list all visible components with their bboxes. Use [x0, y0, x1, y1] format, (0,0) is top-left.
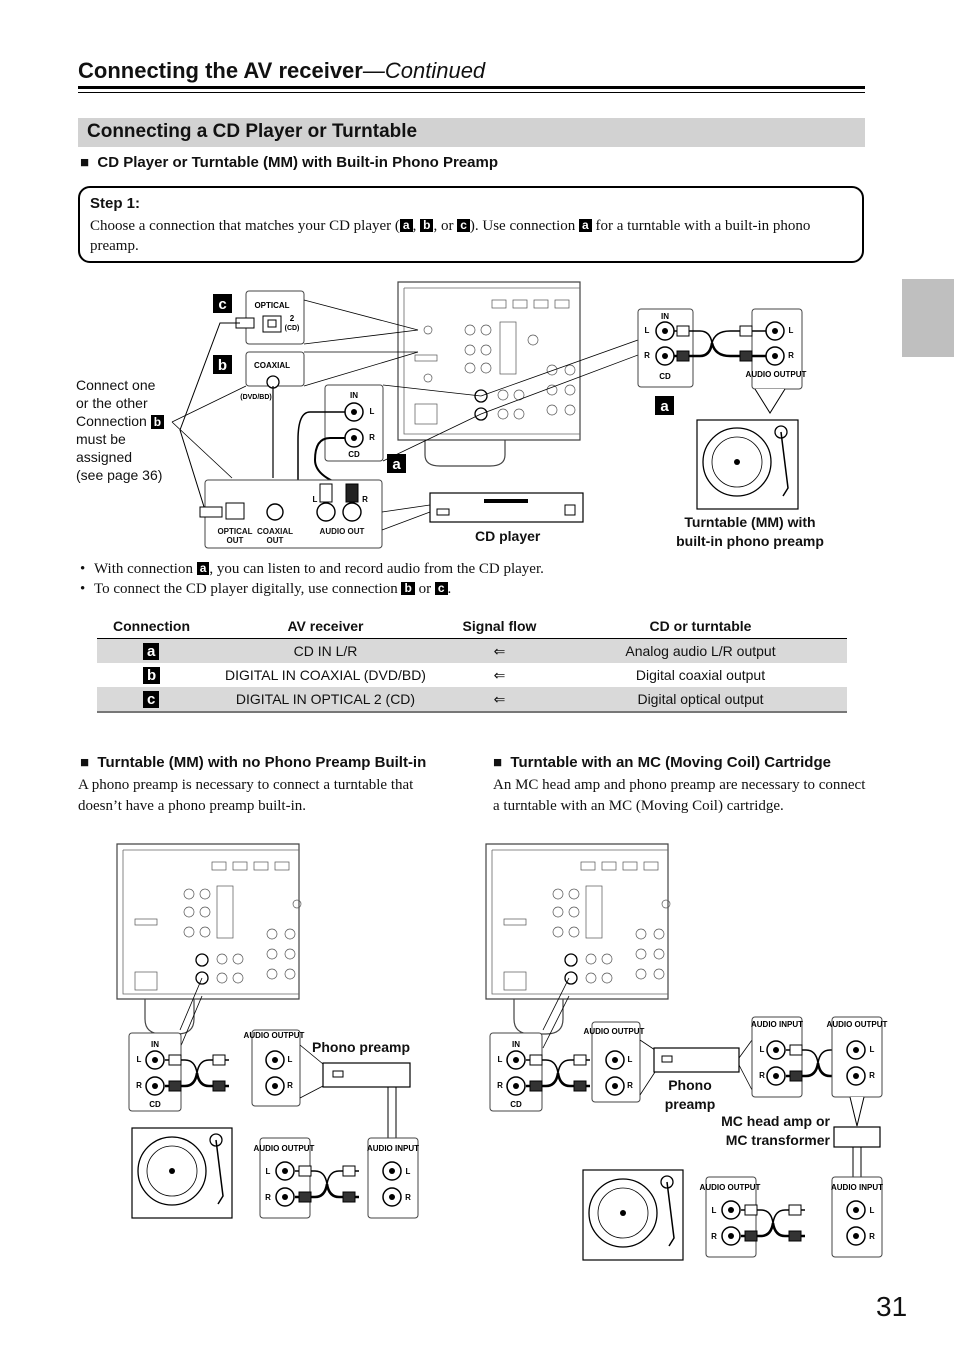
badge-c: c — [143, 691, 159, 708]
badge-a: a — [392, 456, 401, 473]
optical-cd-label: (CD) — [284, 325, 300, 332]
cd-label: CD — [348, 450, 360, 459]
l-label: L — [711, 1206, 717, 1215]
badge-c: c — [218, 296, 227, 313]
digital-in-panel — [236, 291, 304, 401]
cd-in-jack-box — [325, 385, 383, 461]
badge-c: c — [435, 582, 448, 595]
audio-out-label: AUDIO OUT — [319, 527, 365, 536]
table-header-row — [97, 614, 847, 639]
turntable-audio-output-jacks — [746, 309, 807, 389]
turntable-label: Turntable (MM) with built-in phono preamp — [676, 514, 824, 549]
receiver-cd-in-jacks — [638, 309, 693, 387]
in-label: IN — [151, 1040, 159, 1049]
l-label: L — [869, 1045, 875, 1054]
badge-b: b — [420, 219, 433, 232]
subheading-builtin-preamp: ■ CD Player or Turntable (MM) with Built-in Phono Preamp — [80, 154, 498, 171]
badge-b: b — [143, 667, 160, 684]
cd-label: CD — [659, 372, 671, 381]
flow-cell: ⇐ — [445, 687, 554, 712]
badge-a: a — [660, 398, 669, 415]
optical-num-label: 2 — [289, 314, 295, 323]
flow-cell: ⇐ — [445, 639, 554, 664]
bullet-item: • With connection a , you can listen to and record audio from the CD player. — [80, 561, 544, 577]
connect-note: Connect one or the other Connection b must be assigned (see page 36) — [76, 377, 163, 483]
r-label: R — [287, 1081, 293, 1090]
step-label: Step 1: — [90, 195, 141, 212]
col-connection: Connection — [97, 614, 206, 639]
cd-player-label: CD player — [475, 528, 541, 544]
device-cell: Digital optical output — [554, 687, 847, 712]
receiver-rear-panel — [398, 282, 580, 466]
l-label: L — [265, 1167, 271, 1176]
r-label: R — [497, 1081, 503, 1090]
r-label: R — [644, 351, 650, 360]
in-label: IN — [350, 391, 358, 400]
table-row — [97, 639, 847, 664]
r-label: R — [405, 1193, 411, 1202]
phono-preamp-label: Phono preamp — [664, 1077, 716, 1112]
r-label: R — [627, 1081, 633, 1090]
mc-head-amp-label: MC head amp or MC transformer — [721, 1113, 830, 1148]
bullet-list — [80, 559, 544, 599]
audio-input-label: AUDIO INPUT — [831, 1183, 883, 1192]
device-cell: Analog audio L/R output — [554, 639, 847, 664]
col-signal-flow: Signal flow — [445, 614, 554, 639]
mc-head-amp-unit — [834, 1127, 880, 1147]
device-cell: Digital coaxial output — [635, 667, 766, 683]
cd-label: CD — [510, 1100, 522, 1109]
phono-preamp-diagrams — [0, 835, 954, 1275]
table-row — [97, 663, 847, 687]
flow-cell: ⇐ — [493, 666, 506, 683]
audio-output-label: AUDIO OUTPUT — [583, 1027, 645, 1036]
in-label: IN — [512, 1040, 520, 1049]
bullet-item: • To connect the CD player digitally, use connection b or c . — [80, 581, 452, 597]
l-label: L — [869, 1206, 875, 1215]
l-label: L — [759, 1045, 765, 1054]
in-label: IN — [661, 312, 669, 321]
badge-c: c — [457, 219, 470, 232]
badge-a: a — [579, 219, 592, 232]
phono-preamp-unit — [654, 1048, 739, 1072]
audio-output-label: AUDIO OUTPUT — [745, 370, 807, 379]
receiver-cell: CD IN L/R — [206, 639, 445, 664]
l-label: L — [136, 1055, 142, 1064]
receiver-cell: DIGITAL IN COAXIAL (DVD/BD) — [225, 667, 426, 683]
mc-cartridge-text: An MC head amp and phono preamp are necessary to connect a turntable with an MC (Moving Coil) cartridge. — [493, 777, 866, 814]
badge-b: b — [217, 357, 228, 374]
optical-label: OPTICAL — [254, 301, 290, 310]
subheading-no-preamp: ■ Turntable (MM) with no Phono Preamp Built-in — [80, 754, 427, 771]
col-cd-or-turntable: CD or turntable — [554, 614, 847, 639]
r-label: R — [869, 1071, 875, 1080]
l-label: L — [788, 326, 794, 335]
header-rule-thin — [78, 92, 865, 93]
r-label: R — [362, 495, 368, 504]
l-label: L — [405, 1167, 411, 1176]
dvd-bd-label: (DVD/BD) — [240, 394, 272, 401]
audio-input-label: AUDIO INPUT — [751, 1020, 803, 1029]
header-rule — [78, 86, 865, 89]
l-label: L — [369, 407, 375, 416]
phono-preamp-unit — [323, 1063, 410, 1087]
r-label: R — [759, 1071, 765, 1080]
badge-a: a — [400, 219, 413, 232]
l-label: L — [627, 1055, 633, 1064]
connection-table — [97, 614, 847, 713]
badge-b: b — [151, 415, 164, 429]
r-label: R — [369, 433, 375, 442]
r-label: R — [711, 1232, 717, 1241]
receiver-cell: DIGITAL IN OPTICAL 2 (CD) — [206, 687, 445, 712]
badge-a: a — [143, 643, 159, 660]
phono-preamp-label: Phono preamp — [312, 1039, 411, 1055]
l-label: L — [497, 1055, 503, 1064]
table-row — [97, 687, 847, 712]
r-label: R — [788, 351, 794, 360]
l-label: L — [644, 326, 650, 335]
page-number: 31 — [876, 1291, 908, 1322]
no-preamp-text: A phono preamp is necessary to connect a turntable that doesn’t have a phono preamp built-in. — [78, 777, 414, 814]
section-title: Connecting a CD Player or Turntable — [87, 121, 418, 142]
optical-out-label: OPTICAL OUT — [217, 527, 253, 545]
r-label: R — [136, 1081, 142, 1090]
audio-output-label: AUDIO OUTPUT — [253, 1144, 315, 1153]
cd-player-unit — [430, 493, 583, 522]
step-text: Choose a connection that matches your CD player ( a , b , or c ). Use connection a for a turntable with a built-in phono preamp. — [90, 218, 811, 254]
audio-output-label: AUDIO OUTPUT — [699, 1183, 761, 1192]
coaxial-out-label: COAXIAL OUT — [257, 527, 293, 545]
cd-label: CD — [149, 1100, 161, 1109]
badge-b: b — [401, 582, 414, 595]
badge-a: a — [197, 562, 210, 575]
col-av-receiver: AV receiver — [206, 614, 445, 639]
coaxial-label: COAXIAL — [254, 361, 290, 370]
l-label: L — [287, 1055, 293, 1064]
audio-output-label: AUDIO OUTPUT — [243, 1031, 305, 1040]
r-label: R — [265, 1193, 271, 1202]
page-header-title: Connecting the AV receiver—Continued — [78, 58, 486, 83]
subheading-mc-cartridge: ■ Turntable with an MC (Moving Coil) Cartridge — [493, 754, 831, 771]
audio-input-label: AUDIO INPUT — [367, 1144, 419, 1153]
l-label: L — [312, 495, 318, 504]
turntable-builtin-preamp — [697, 420, 798, 509]
audio-output-label: AUDIO OUTPUT — [826, 1020, 888, 1029]
r-label: R — [869, 1232, 875, 1241]
